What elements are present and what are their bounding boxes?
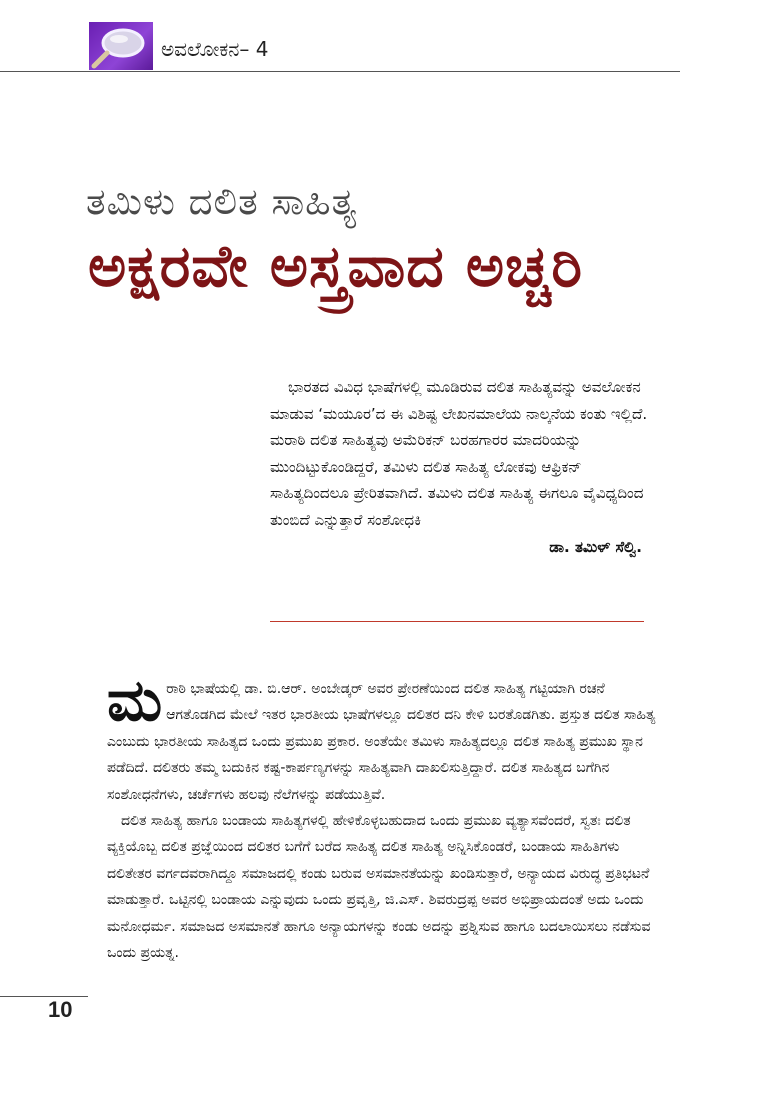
drop-cap: ಮ <box>107 666 163 734</box>
author-name: ಡಾ. ತಮಿಳ್ ಸೆಲ್ವಿ. <box>549 537 642 556</box>
paragraph-1-text: ರಾಠಿ ಭಾಷೆಯಲ್ಲಿ ಡಾ. ಬಿ.ಆರ್. ಅಂಬೇಡ್ಕರ್ ಅವರ ಪ್ರೇರಣೆಯಿಂದ ದಲಿತ ಸಾಹಿತ್ಯ ಗಟ್ಟಿಯಾಗಿ ರಚನೆ ಆಗತೊಡಗಿದ ಮೇಲೆ ಇತರ ಭಾರತೀಯ ಭಾಷೆಗಳಲ್ಲೂ ದಲಿತರ ದನಿ ಕೇಳಿ ಬರತೊಡಗಿತು. ಪ್ರಸ್ತುತ ದಲಿತ ಸಾಹಿತ್ಯ ಎಂಬುದು ಭಾರತೀಯ ಸಾಹಿತ್ಯದ ಒಂದು ಪ್ರಮುಖ ಪ್ರಕಾರ. ಅಂತೆಯೇ ತಮಿಳು ಸಾಹಿತ್ಯದಲ್ಲೂ ದಲಿತ ಸಾಹಿತ್ಯ ಪ್ರಮುಖ ಸ್ಥಾನ ಪಡೆದಿದೆ. ದಲಿತರು ತಮ್ಮ ಬದುಕಿನ ಕಷ್ಟ-ಕಾರ್ಪಣ್ಯಗಳನ್ನು ಸಾಹಿತ್ಯವಾಗಿ ದಾಖಲಿಸುತ್ತಿದ್ದಾರೆ. ದಲಿತ ಸಾಹಿತ್ಯದ ಬಗೆಗಿನ ಸಂಶೋಧನೆಗಳು, ಚರ್ಚೆಗಳು ಹಲವು ನೆಲೆಗಳನ್ನು ಪಡೆಯುತ್ತಿವೆ. <box>107 681 656 803</box>
body-paragraph <box>107 666 659 808</box>
body-paragraph-2: ದಲಿತ ಸಾಹಿತ್ಯ ಹಾಗೂ ಬಂಡಾಯ ಸಾಹಿತ್ಯಗಳಲ್ಲಿ ಹೇಳಿಕೊಳ್ಳಬಹುದಾದ ಒಂದು ಪ್ರಮುಖ ವ್ಯತ್ಯಾಸವೆಂದರೆ, ಸ್ವತಃ ದಲಿತ ವ್ಯಕ್ತಿಯೊಬ್ಬ ದಲಿತ ಪ್ರಜ್ಞೆಯಿಂದ ದಲಿತರ ಬಗೆಗೆ ಬರೆದ ಸಾಹಿತ್ಯ ದಲಿತ ಸಾಹಿತ್ಯ ಅನ್ನಿಸಿಕೊಂಡರೆ, ಬಂಡಾಯ ಸಾಹಿತಿಗಳು ದಲಿತೇತರ ವರ್ಗದವರಾಗಿದ್ದೂ ಸಮಾಜದಲ್ಲಿ ಕಂಡು ಬರುವ ಅಸಮಾನತೆಯನ್ನು ಖಂಡಿಸುತ್ತಾರೆ, ಅನ್ಯಾಯದ ವಿರುದ್ಧ ಪ್ರತಿಭಟನೆ ಮಾಡುತ್ತಾರೆ. ಒಟ್ಟಿನಲ್ಲಿ ಬಂಡಾಯ ಎನ್ನುವುದು ಒಂದು ಪ್ರವೃತ್ತಿ, ಜಿ.ಎಸ್. ಶಿವರುದ್ರಪ್ಪ ಅವರ ಅಭಿಪ್ರಾಯದಂತೆ ಅದು ಒಂದು ಮನೋಧರ್ಮ. ಸಮಾಜದ ಅಸಮಾನತೆ ಹಾಗೂ ಅನ್ಯಾಯಗಳನ್ನು ಕಂಡು ಅದನ್ನು ಪ್ರಶ್ನಿಸುವ ಹಾಗೂ ಬದಲಾಯಿಸಲು ನಡೆಸುವ ಒಂದು ಪ್ರಯತ್ನ. <box>107 813 651 962</box>
magazine-logo <box>89 22 153 70</box>
article-kicker: ತಮಿಳು ದಲಿತ ಸಾಹಿತ್ಯ <box>86 180 358 223</box>
intro-text: ಭಾರತದ ವಿವಿಧ ಭಾಷೆಗಳಲ್ಲಿ ಮೂಡಿರುವ ದಲಿತ ಸಾಹಿತ್ಯವನ್ನು ಅವಲೋಕನ ಮಾಡುವ ‘ಮಯೂರ’ದ ಈ ವಿಶಿಷ್ಟ ಲೇಖನಮಾಲೆಯ ನಾಲ್ಕನೆಯ ಕಂತು ಇಲ್ಲಿದೆ. ಮರಾಠಿ ದಲಿತ ಸಾಹಿತ್ಯವು ಅಮೆರಿಕನ್ ಬರಹಗಾರರ ಮಾದರಿಯನ್ನು ಮುಂದಿಟ್ಟುಕೊಂಡಿದ್ದರೆ, ತಮಿಳು ದಲಿತ ಸಾಹಿತ್ಯ ಲೋಕವು ಆಫ್ರಿಕನ್ ಸಾಹಿತ್ಯದಿಂದಲೂ ಪ್ರೇರಿತವಾಗಿದೆ. ತಮಿಳು ದಲಿತ ಸಾಹಿತ್ಯ ಈಗಲೂ ವೈವಿಧ್ಯದಿಂದ ತುಂಬಿದೆ ಎನ್ನುತ್ತಾರೆ ಸಂಶೋಧಕಿ <box>270 378 648 529</box>
header-rule <box>0 71 680 72</box>
article-body <box>107 666 659 966</box>
intro-divider <box>270 621 644 622</box>
article-title: ಅಕ್ಷರವೇ ಅಸ್ತ್ರವಾದ ಅಚ್ಚರಿ <box>88 232 584 300</box>
section-title: ಅವಲೋಕನ– 4 <box>161 37 269 61</box>
intro-block <box>270 374 650 560</box>
magnifying-glass-icon <box>89 22 153 70</box>
page-number: 10 <box>48 997 73 1022</box>
footer-rule <box>0 996 88 997</box>
